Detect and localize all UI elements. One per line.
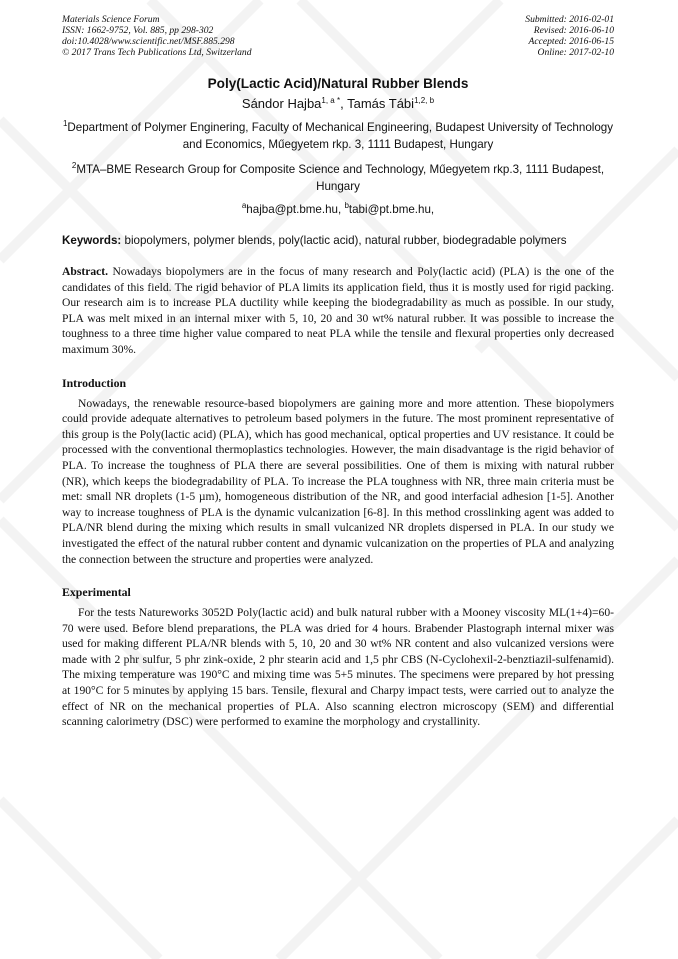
email-b-mark: b [344,201,349,210]
email-b: tabi@pt.bme.hu, [348,203,435,216]
issn-line: ISSN: 1662-9752, Vol. 885, pp 298-302 [62,25,214,36]
abstract [62,264,614,358]
affiliation-2-mark: 2 [71,161,77,170]
experimental-paragraph: For the tests Natureworks 3052D Poly(lactic acid) and bulk natural rubber with a Mooney viscosity ML(1+4)=60-70 were used. Before blend preparations, the PLA was dried for 4 hours. Brabender Plastograph internal mixer was used for making different PLA/NR blends with 5, 10, 20 and 30 wt% NR content and also vulcanized versions were made with 2 phr sulfur, 5 phr zink-oxide, 2 phr stearin acid and 1,5 phr CBS (N-Cyclohexil-2-benztiazil-sulfenamid). The mixing temperature was 190°C and mixing time was 5+5 minutes. The specimens were prepared by hot pressing at 190°C for 5 minutes by applying 15 bars. Tensile, flexural and Charpy impact tests, were carried out to analyze the effect of NR on the mechanical properties of PLA. Also scanning electron microscopy (SEM) and differential scanning calorimetry (DSC) were performed to examine the morphology and crystallinity. [62,606,614,729]
abstract-text: Nowadays biopolymers are in the focus of many research and Poly(lactic acid) (PLA) is the one of the candidates of this field. The rigid behavior of PLA limits its application field, thus it is mostly used for rigid packing. Our research aim is to increase PLA ductility while keeping the biodegradability as much as possible. In our study, PLA was melt mixed in an internal mixer with 5, 10, 20 and 30 wt% natural rubber. It was possible to increase the toughness to a three time higher value compared to neat PLA while the tensile and flexural properties only decreased maximum 30%. [62,265,614,356]
online-date: Online: 2017-02-10 [537,47,614,58]
affiliation-2-text: MTA–BME Research Group for Composite Science and Technology, Műegyetem rkp.3, 1111 Budapest, Hungary [76,163,605,193]
author-2-affiliation-mark: 1,2, b [414,96,435,105]
affiliation-1-mark: 1 [62,119,68,128]
email-a-mark: a [241,201,247,210]
affiliation-1 [62,119,614,153]
copyright-line: © 2017 Trans Tech Publications Ltd, Switzerland [62,47,252,58]
journal-name: Materials Science Forum [62,14,160,25]
paper-title: Poly(Lactic Acid)/Natural Rubber Blends [207,76,469,91]
author-1-affiliation-mark: 1, a * [321,96,341,105]
doi-line: doi:10.4028/www.scientific.net/MSF.885.298 [62,36,235,47]
keywords-label: Keywords: [62,234,122,247]
author-emails [62,203,614,216]
introduction-heading: Introduction [62,375,127,390]
email-a: hajba@pt.bme.hu, [246,203,345,216]
experimental-heading: Experimental [62,585,131,600]
affiliation-2 [62,161,614,195]
keywords-text: biopolymers, polymer blends, poly(lactic acid), natural rubber, biodegradable polymers [121,234,567,247]
introduction-paragraph: Nowadays, the renewable resource-based biopolymers are gaining more and more attention. These biopolymers could provide adequate alternatives to petroleum based polymers in the future. The most prominent representative of this group is the Poly(lactic acid) (PLA), which has good mechanical, optical properties and UV resistance. It could be processed with the conventional thermoplastics technologies. However, the main disadvantage is the rigid behavior of PLA. To increase the toughness of PLA there are several possibilities. One of them is mixing with natural rubber (NR), which keeps the biodegradability of PLA. To increase the PLA toughness with NR, three main criteria must be met: small NR droplets (1-5 µm), homogeneous distribution of the NR, and good interfacial adhesion [1-5]. Another way to increase toughness of PLA is the dynamic vulcanization [6-8]. In this method crosslinking agent was added to PLA/NR blend during the mixing which results in small vulcanized NR droplets dispersed in PLA. In our study we investigated the effect of the natural rubber content and dynamic vulcanization on the properties of PLA and analyzing the connection between the structure and properties were analyzed. [62,396,614,566]
author-list [62,96,614,111]
dates-info [525,14,614,58]
abstract-label: Abstract. [62,265,109,278]
publication-info [62,14,252,58]
affiliation-1-text: Department of Polymer Enginering, Faculty of Mechanical Engineering, Budapest University of Technology and Economics, Műegyetem rkp. 3, 1111 Budapest, Hungary [67,121,614,151]
paper-page [62,14,614,730]
revised-date: Revised: 2016-06-10 [533,25,614,36]
submitted-date: Submitted: 2016-02-01 [525,14,614,25]
author-2-name: Tamás Tábi [347,96,415,111]
keywords [62,234,614,247]
author-1-name: Sándor Hajba [241,96,322,111]
accepted-date: Accepted: 2016-06-15 [528,36,614,47]
author-separator: , [340,96,348,111]
journal-header [62,14,614,58]
